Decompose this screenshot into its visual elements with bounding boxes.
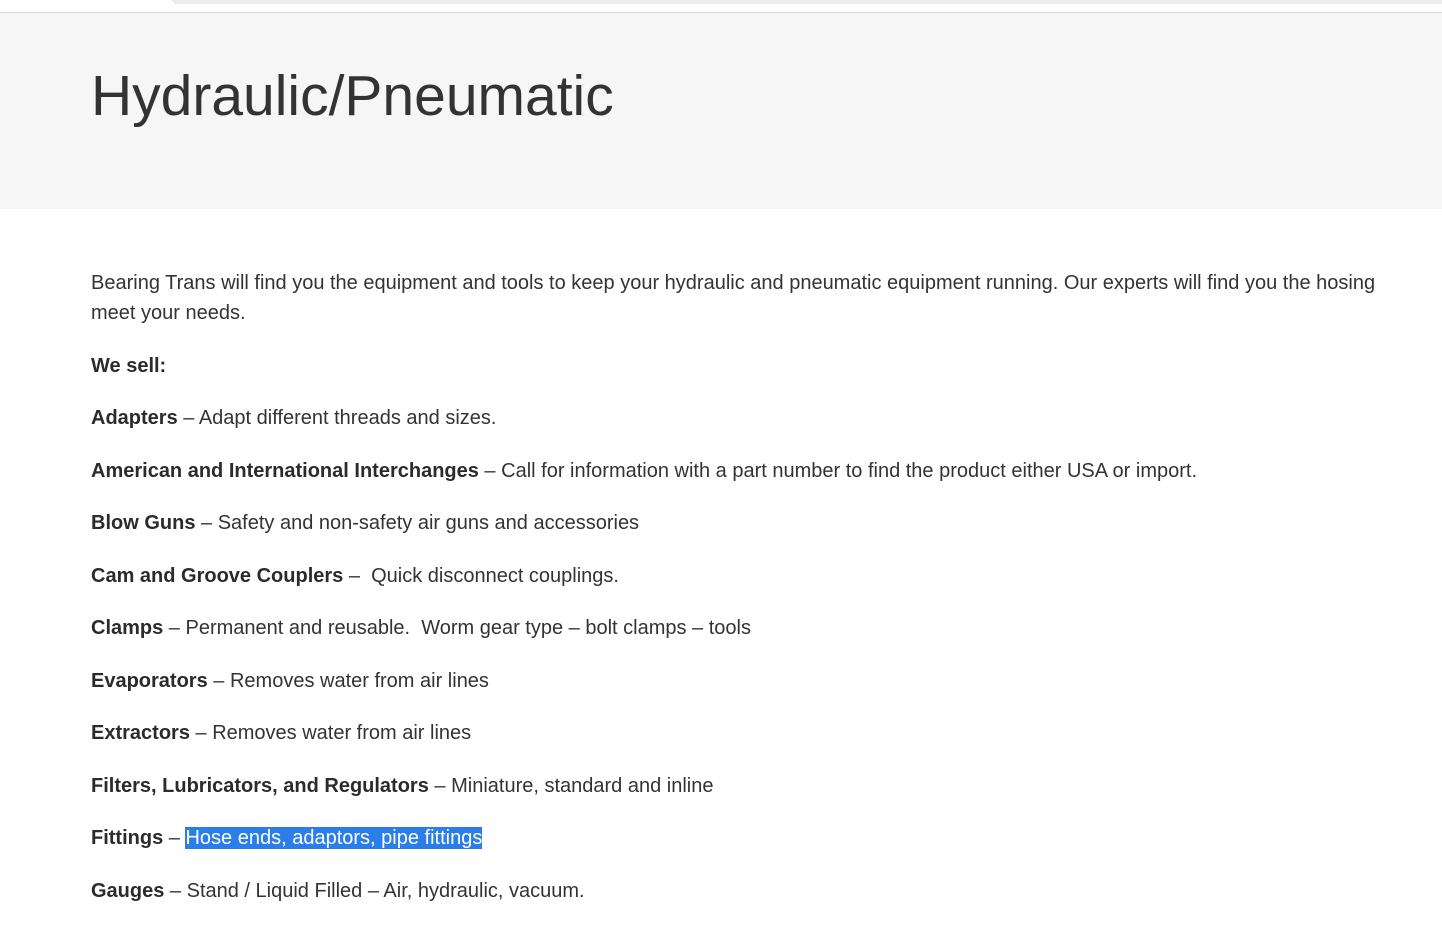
list-item: Cam and Groove Couplers – Quick disconnect couplings. [91, 564, 619, 587]
page-hero [0, 13, 1442, 209]
item-name: Adapters [91, 407, 178, 429]
intro-line-1: Bearing Trans will find you the equipment and tools to keep your hydraulic and pneumatic equipment running. Our experts will find you the hosing [91, 272, 1376, 294]
item-name: Evaporators [91, 669, 208, 692]
browser-top-edge [0, 0, 1442, 13]
item-description: Adapt different threads and sizes. [198, 407, 497, 429]
list-item: Filters, Lubricators, and Regulators – Miniature, standard and inline [91, 774, 714, 797]
item-description: Quick disconnect couplings. [371, 564, 619, 587]
list-item: Clamps – Permanent and reusable. Worm gear type – bolt clamps – tools [91, 617, 751, 639]
item-name: Blow Guns [91, 512, 196, 534]
item-description: Call for information with a part number to find the product either USA or import. [501, 459, 1198, 482]
we-sell-heading: We sell: [91, 354, 167, 377]
item-description: Stand / Liquid Filled – Air, hydraulic, vacuum. [186, 879, 585, 902]
item-description: Removes water from air lines [212, 722, 472, 744]
main-content [91, 268, 1442, 928]
list-item: Evaporators – Removes water from air lines [91, 669, 489, 692]
item-name: Gauges [91, 879, 165, 902]
item-name: American and International Interchanges [91, 459, 479, 482]
item-description: Miniature, standard and inline [451, 774, 714, 797]
list-item: American and International Interchanges – Call for information with a part number to find the product either USA or import. [91, 459, 1198, 482]
item-name: Cam and Groove Couplers [91, 564, 344, 587]
item-name: Extractors [91, 722, 190, 744]
item-description: Removes water from air lines [229, 669, 489, 692]
item-description: Permanent and reusable. Worm gear type – bolt clamps – tools [185, 617, 751, 639]
item-description: Safety and non-safety air guns and accessories [217, 512, 640, 534]
item-name: Filters, Lubricators, and Regulators [91, 774, 429, 797]
horizontal-scrollbar[interactable] [172, 0, 1442, 4]
intro-line-2: meet your needs. [91, 302, 246, 324]
list-item: Blow Guns – Safety and non-safety air guns and accessories [91, 512, 640, 534]
list-item: Fittings – Hose ends, adaptors, pipe fittings [91, 827, 483, 849]
list-item: Gauges – Stand / Liquid Filled – Air, hydraulic, vacuum. [91, 879, 585, 902]
item-name: Fittings [91, 827, 164, 849]
selected-text[interactable]: Hose ends, adaptors, pipe fittings [185, 827, 483, 849]
list-item: Extractors – Removes water from air lines [91, 722, 472, 744]
page-title: Hydraulic/Pneumatic [91, 64, 614, 128]
list-item: Adapters – Adapt different threads and sizes. [91, 407, 497, 429]
item-name: Clamps [91, 617, 164, 639]
intro-paragraph [91, 268, 1442, 328]
